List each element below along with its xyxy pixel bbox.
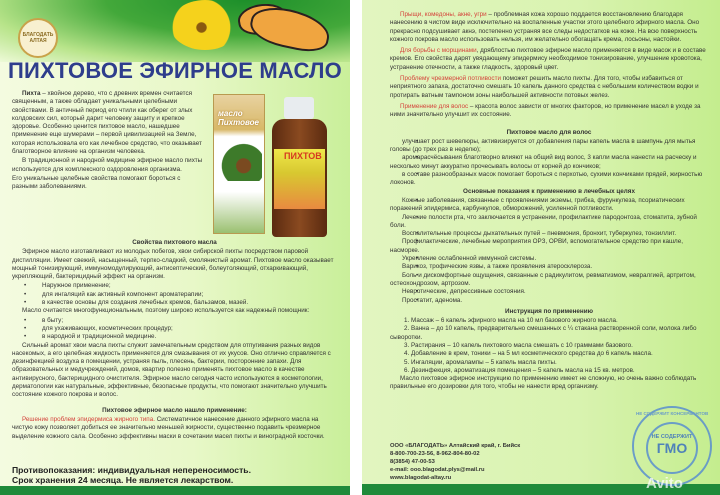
- contraindications: Противопоказания: индивидуальная непереносимость. Срок хранения 24 месяца. Не является лекарством.: [12, 465, 251, 485]
- right-text: Прыщи, комедоны, акне, угри – проблемная кожа хорошо поддается восстановлению благодаря нанесению в чистом виде исключительно на воспаленные участки этого целебного эфирного масла. Оно прекрасно подсушивает акнэ, постепенно устраняя все следы недостатков на коже. На всю поверхность кожного покрова масло использовать нельзя, им желательно обогащать крема, лосьоны, настойки. Для борьбы с морщинами, дряблостью пихтовое эфирное масло применяется в виде масок и в составе кремов. Его свойства дарят увядающему эпидермису необходимое тонизирование, улучшение кровотока, устранение отечности, а также гладкость, здоровый цвет. Проблему чрезмерной потливости поможет решить масло пихты. Для того, чтобы избавиться от неприятного запаха, достаточно смешать 10 капель данного средства с небольшим количеством водки и протирать ватным тампоном зоны наибольшей активности потовых желез. Применение для волос – красота волос зависти от многих факторов, но применение масел в уходе за ними значительно улучшит их состояние. Пихтовое масло для волос • улучшает рост шевелюры, активизируется от добавления пары капель масла в шампунь для мытья головы (до трех раз в неделю); • аромарасчёсывания благотворно влияют на общий вид волос, 3 капли масла нанести на расческу и несколько минут аккуратно прочесывать волосы от корней до кончиков; • в составе разнообразных масок помогает бороться с перхотью, сухими кончиками прядей, жирностью локонов. Основные показания к применению в лечебных целях • Кожные заболевания, связанные с проявлениями экземы, грибка, фурункулеза, псориатических поражений эпидермиса, карбункулов, обморожений, усиленной потливости. • Лечение полости рта, что заключается в устранении, профилактике пародонтоза, стоматита, зубной боли. • Воспалительные процессы дыхательных путей – пневмония, бронхит, туберкулез, тонзиллит. • Профилактические, лечебные мероприятия ОРЗ, ОРВИ, вспомогательное средство при кашле, насморке. • Укрепление ослабленной иммунной системы. • Варикоз, трофические язвы, а также проявления атеросклероза. • Боль и дискомфортные ощущения, связанные с радикулитом, ревматизмом, невралгией, артритом, остеохондрозом, артрозом. • Невротические, депрессивные состояния. • Простатит, аденома. Инструкция по применению 1. Массаж – 6 капель эфирного масла на 10 мл базового жирного масла. 2. Ванна – до 10 капель, предварительно смешанных с ¼ стакана растворенной соли, молока либо сыворотки. 3. Растирания – 10 капель пихтового масла смешать с 10 граммами базового. 4. Добавление в крем, тоники – на 5 мл косметического средства до 6 капель масла. 5. Ингаляции, аромалампы – 5 капель масла пихты. 6. Дезинфекция, ароматизация помещения – 5 капель масла на 15 кв. метров. Масло пихтовое эфирное инструкцию по применению имеет не сложную, но очень важно соблюдать правильные его дозировки для того, чтобы не нанести вред организму. ООО «БЛАГОДАТЬ» Алтайский край, г. Бийск 8-800-700-23-56, 8-962-804-80-02 8(3854) 47-00-53 e-mail: ooo.blagodat.plys@mail.ru www.blagodat-altay.ru: [390, 11, 708, 482]
- page-title: ПИХТОВОЕ ЭФИРНОЕ МАСЛО: [8, 58, 342, 83]
- section-heading: Свойства пихтового масла: [132, 239, 217, 246]
- left-page: [0, 0, 350, 495]
- watermark: Avito: [646, 475, 683, 492]
- properties-section: Свойства пихтового масла Эфирное масло изготавливают из молодых побегов, хвои сибирской пихты посредством паровой дистилляции. Имеет свежий, насыщенный, терпко-сладкий, смолянистый аромат. Пихтовое масло оказывает мощный тонизирующий, иммуномодулирующий, антисептический, болеутоляющий, отхаркивающий, укрепляющий, бактерицидный эффект на организм. • Наружное применение; • для ингаляций как активный компонент ароматерапии; • в качестве основы для создания лечебных кремов, бальзамов, мазей. Масло считается многофункциональным, поэтому широко используется как надежный помощник: • в быту; • для ухаживающих, косметических процедур; • в народной и традиционной медицине. Сильный аромат хвои масла пихты служит замечательным средством для отпугивания разных видов насекомых, а его целебная жидкость применяется для смазывания от их укусов. Оно отлично справляется с дезинфекцией воздуха в помещении, устраняя пыль, плесень, бактерии, посторонние запахи. Для образовательных и медучреждений, домов, квартир полезно применять пихтовое масло в качестве антивирусного, бактерицидного очистителя. Эфирное масло сегодня часто используются в косметологии, дерматологии как натуральные, эффективные, безопасные продукты, что помогают значительно улучшить состояние кожного покрова и волос. Пихтовое эфирное масло нашло применение: Решение проблем эпидермиса жирного типа. Систематичное нанесение данного эфирного масла на чистую кожу позволяет добиться ее значительно меньшей жирности, существенно подавить чрезмерное выделение кожного сала. Особенно эффективны маски в сочетании масел пихты и виноградной косточки. Противопоказания: индивидуальная непереносимость. Срок хранения 24 месяца. Не является лекарством.: [12, 239, 337, 485]
- footer-bar: [0, 486, 350, 495]
- no-gmo-stamp: НЕ СОДЕРЖИТ КОНСЕРВАНТОВ НЕ СОДЕРЖИТ ГМО: [632, 406, 712, 486]
- contacts: ООО «БЛАГОДАТЬ» Алтайский край, г. Бийск 8-800-700-23-56, 8-962-804-80-02 8(3854) 47-00-53 e-mail: ooo.blagodat.plys@mail.ru www.blagodat-altay.ru: [390, 434, 620, 482]
- website-link[interactable]: www.blagodat-altay.ru: [390, 475, 452, 481]
- flower-image: [170, 0, 240, 50]
- pine-cone-image: [216, 143, 262, 181]
- section-heading: Пихтовое масло для волос: [506, 128, 592, 136]
- butterfly-wing: [247, 2, 333, 56]
- section-heading: Пихтовое эфирное масло нашло применение:: [102, 406, 247, 414]
- email-link[interactable]: e-mail: ooo.blagodat.plys@mail.ru: [390, 467, 485, 473]
- product-bottle-image: ПИХТОВ: [272, 97, 327, 237]
- brand-logo: БЛАГОДАТЬ АЛТАЯ: [18, 18, 58, 58]
- section-heading: Инструкция по применению: [505, 307, 593, 315]
- intro-text: Пихта – хвойное дерево, что с древних времен считается священным, а также обладает уникальными целебными свойствами. В античный период его чтили как оберег от злых колдовских сил, который дарит человеку защиту и крепкое здоровье. Особенно ценится пихтовое масло, нашедшее применение еще шумерами – первой цивилизацией на Земле, которая использовала его как лечебное средство, что оказывает благотворное влияние на организм человека. В традиционной и народной медицине эфирное масло пихты используется для комплексного оздоровления организма. Его уникальные целебные свойства помогают бороться с разными заболеваниями.: [12, 90, 203, 191]
- section-heading: Основные показания к применению в лечебных целях: [463, 187, 635, 195]
- product-box-image: масло Пихтовое: [213, 94, 265, 234]
